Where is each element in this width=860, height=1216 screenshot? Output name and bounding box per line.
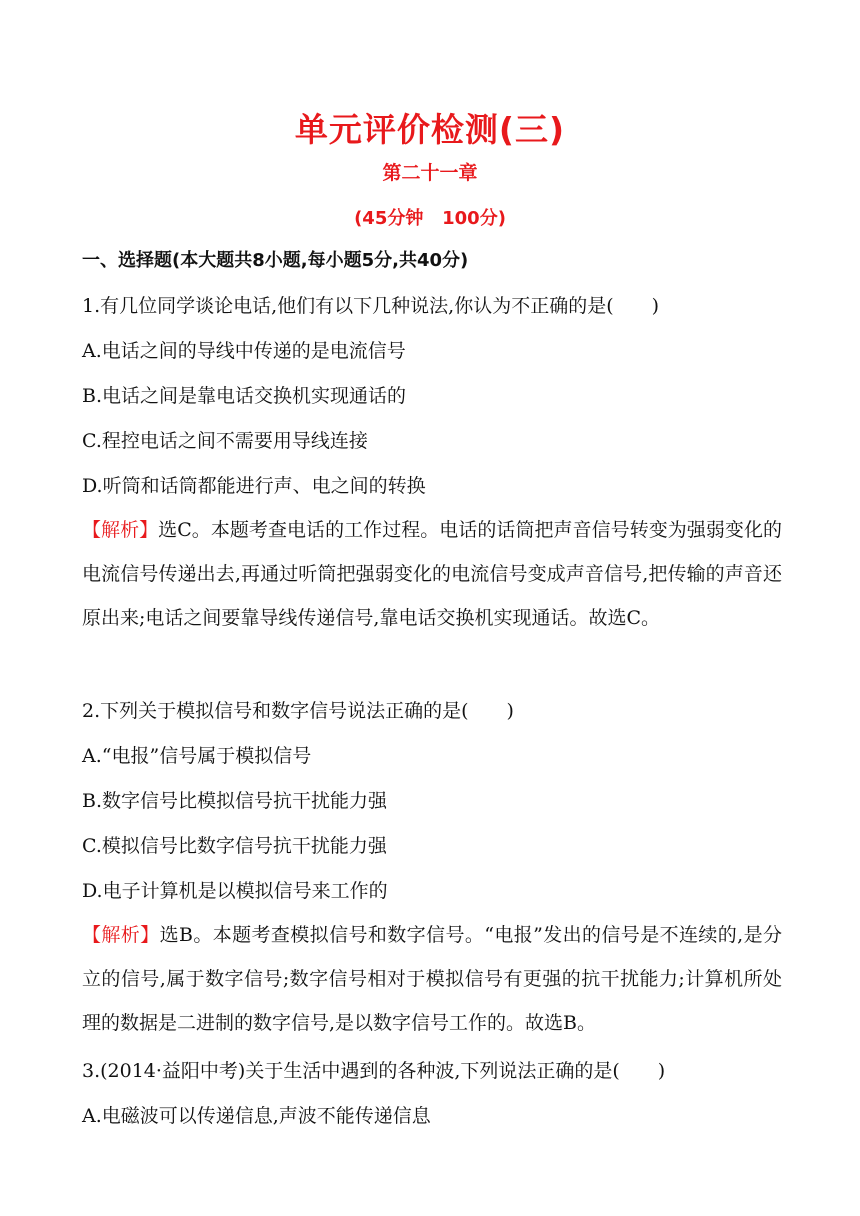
question-2-option-a: A.“电报”信号属于模拟信号 [82, 745, 312, 767]
exam-duration: (45分钟 100分) [354, 208, 506, 229]
question-1-option-c: C.程控电话之间不需要用导线连接 [82, 430, 368, 452]
question-stem-1: 1.有几位同学谈论电话,他们有以下几种说法,你认为不正确的是( ) [82, 295, 660, 317]
question-2-option-d: D.电子计算机是以模拟信号来工作的 [82, 880, 388, 902]
page-title: 单元评价检测(三) [294, 110, 566, 149]
question-2-option-c: C.模拟信号比数字信号抗干扰能力强 [82, 835, 387, 857]
question-2-option-b: B.数字信号比模拟信号抗干扰能力强 [82, 790, 388, 812]
section-heading: 一、选择题(本大题共8小题,每小题5分,共40分) [82, 250, 469, 271]
question-stem-2: 2.下列关于模拟信号和数字信号说法正确的是( ) [82, 700, 514, 722]
question-stem-3: 3.(2014·益阳中考)关于生活中遇到的各种波,下列说法正确的是( ) [82, 1060, 666, 1082]
analysis-text: 选C。本题考查电话的工作过程。电话的话筒把声音信号转变为强弱变化的电流信号传递出去,再通过听筒把强弱变化的电流信号变成声音信号,把传输的声音还原出来;电话之间要靠导线传递信号,靠电话交换机实现通话。故选C。 [82, 519, 782, 629]
analysis-tag: 【解析】 [82, 924, 160, 946]
question-1-option-a: A.电话之间的导线中传递的是电流信号 [82, 340, 406, 362]
question-1-analysis [82, 508, 782, 640]
question-1-option-b: B.电话之间是靠电话交换机实现通话的 [82, 385, 407, 407]
question-2-analysis [82, 913, 782, 1045]
chapter-subtitle: 第二十一章 [382, 162, 478, 184]
question-1-option-d: D.听筒和话筒都能进行声、电之间的转换 [82, 475, 426, 497]
question-3-option-a: A.电磁波可以传递信息,声波不能传递信息 [82, 1105, 431, 1127]
analysis-tag: 【解析】 [82, 519, 159, 541]
analysis-text: 选B。本题考查模拟信号和数字信号。“电报”发出的信号是不连续的,是分立的信号,属于数字信号;数字信号相对于模拟信号有更强的抗干扰能力;计算机所处理的数据是二进制的数字信号,是以数字信号工作的。故选B。 [82, 924, 782, 1034]
